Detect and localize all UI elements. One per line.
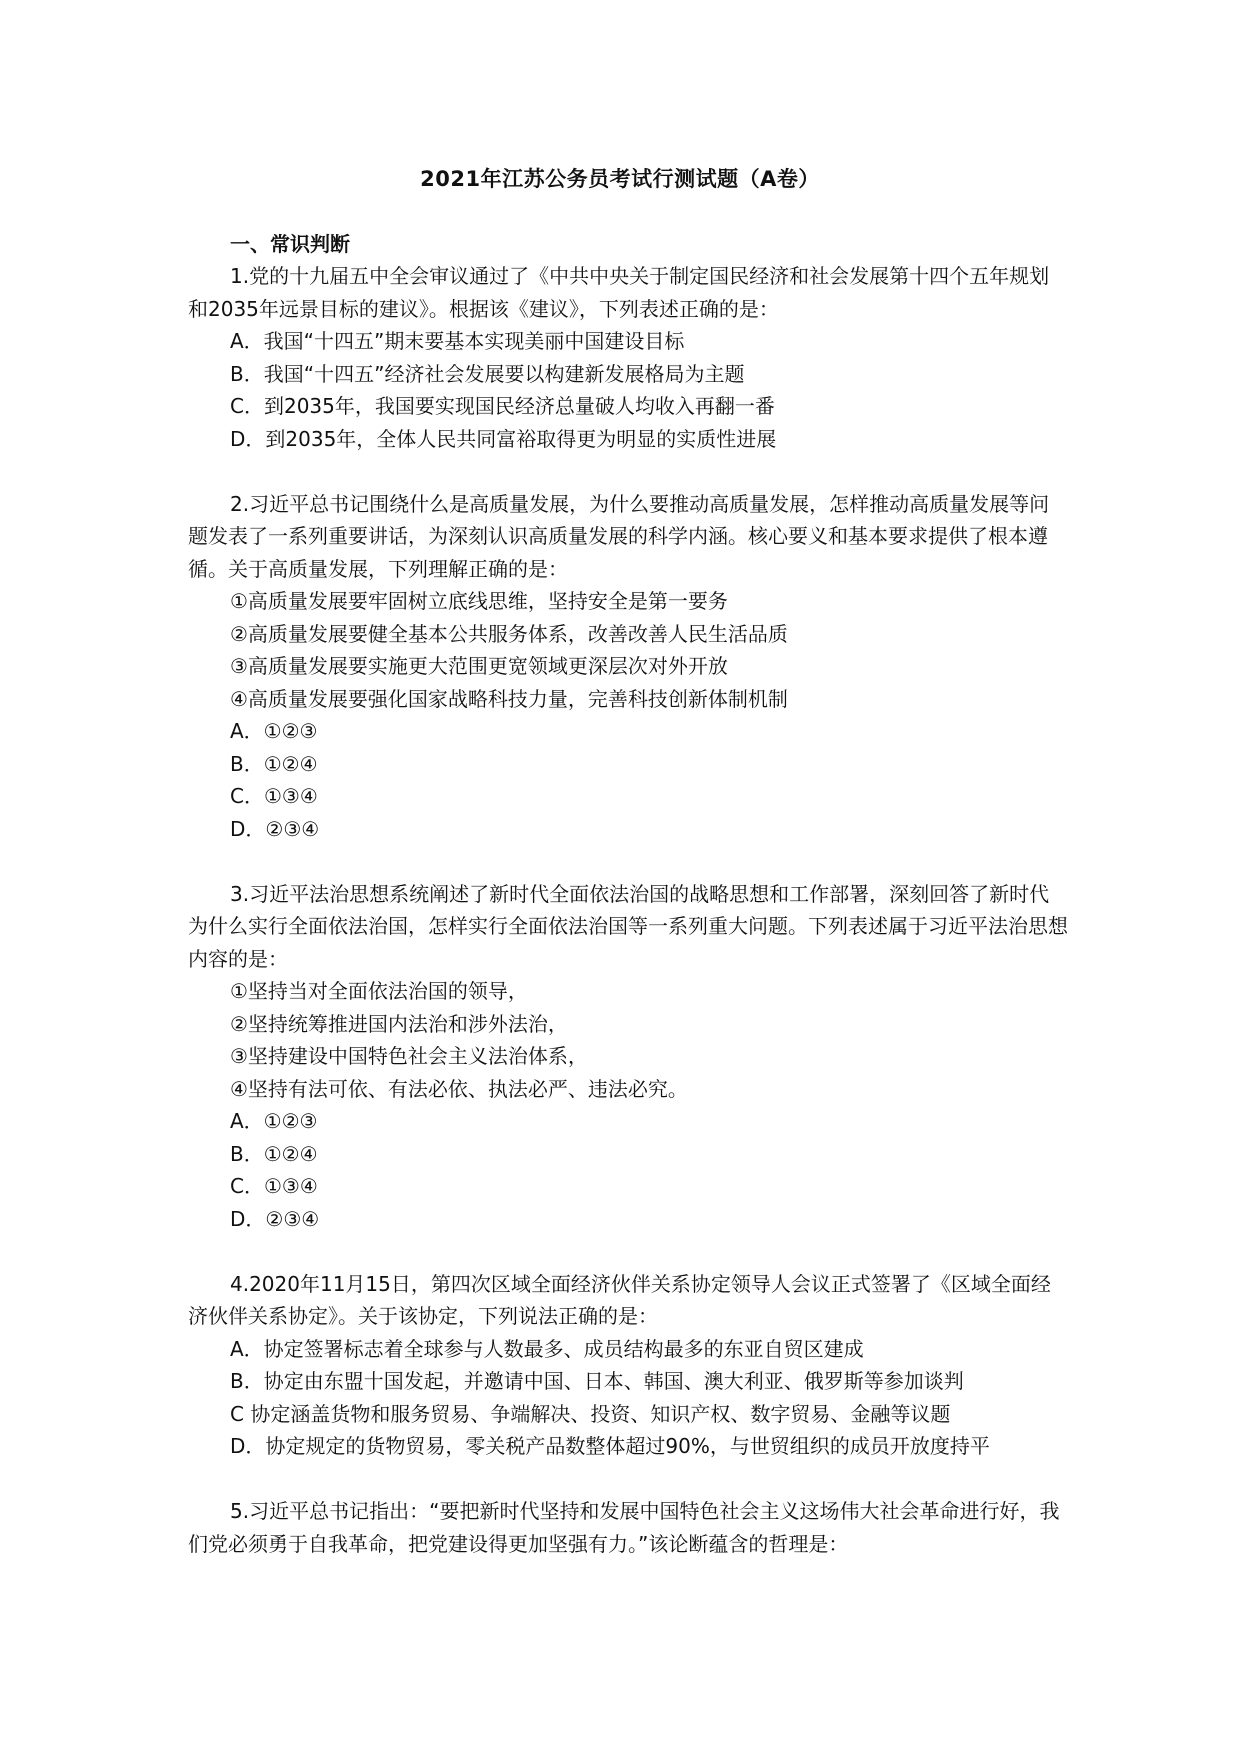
spacer <box>188 455 1068 488</box>
statement-1: ①高质量发展要牢固树立底线思维，坚持安全是第一要务 <box>230 589 728 613</box>
question-stem: 4.2020年11月15日，第四次区域全面经济伙伴关系协定领导人会议正式签署了《区域全面经济伙伴关系协定》。关于该协定，下列说法正确的是： <box>188 1271 1051 1328</box>
option-d: D．②③④ <box>230 816 320 841</box>
spacer <box>188 1463 1068 1496</box>
option-d: D．协定规定的货物贸易，零关税产品数整体超过90%，与世贸组织的成员开放度持平 <box>230 1434 990 1458</box>
question-stem: 5.习近平总书记指出：“要把新时代坚持和发展中国特色社会主义这场伟大社会革命进行好，我们党必须勇于自我革命，把党建设得更加坚强有力。”该论断蕴含的哲理是： <box>188 1499 1060 1556</box>
option-c: C 协定涵盖货物和服务贸易、争端解决、投资、知识产权、数字贸易、金融等议题 <box>230 1401 951 1426</box>
document-body <box>188 228 1068 1560</box>
question-3 <box>188 878 1068 1236</box>
statement-1: ①坚持当对全面依法治国的领导， <box>230 979 528 1003</box>
option-c: C．到2035年，我国要实现国民经济总量破人均收入再翻一番 <box>230 394 775 418</box>
option-c: C．①③④ <box>230 784 318 808</box>
spacer <box>188 845 1068 878</box>
question-1 <box>188 260 1068 455</box>
option-d: D．到2035年，全体人民共同富裕取得更为明显的实质性进展 <box>230 426 777 451</box>
option-a: A．协定签署标志着全球参与人数最多、成员结构最多的东亚自贸区建成 <box>230 1336 864 1361</box>
statement-4: ④坚持有法可依、有法必依、执法必严、违法必究。 <box>230 1076 688 1101</box>
option-b: B．①②④ <box>230 1141 318 1166</box>
spacer <box>188 1235 1068 1268</box>
option-b: B．我国“十四五”经济社会发展要以构建新发展格局为主题 <box>230 361 745 386</box>
option-b: B．协定由东盟十国发起，并邀请中国、日本、韩国、澳大利亚、俄罗斯等参加谈判 <box>230 1369 964 1393</box>
option-c: C．①③④ <box>230 1174 318 1198</box>
option-a: A．①②③ <box>230 1109 318 1133</box>
option-b: B．①②④ <box>230 751 318 776</box>
statement-3: ③坚持建设中国特色社会主义法治体系， <box>230 1044 588 1068</box>
question-4 <box>188 1268 1068 1463</box>
question-2 <box>188 488 1068 846</box>
option-d: D．②③④ <box>230 1206 320 1231</box>
question-stem: 2.习近平总书记围绕什么是高质量发展，为什么要推动高质量发展，怎样推动高质量发展等问题发表了一系列重要讲话，为深刻认识高质量发展的科学内涵。核心要义和基本要求提供了根本遵循。关于高质量发展，下列理解正确的是： <box>188 491 1050 581</box>
section-heading: 一、常识判断 <box>230 232 350 256</box>
question-stem: 3.习近平法治思想系统阐述了新时代全面依法治国的战略思想和工作部署，深刻回答了新时代为什么实行全面依法治国，怎样实行全面依法治国等一系列重大问题。下列表述属于习近平法治思想内容的是： <box>188 881 1068 971</box>
question-5 <box>188 1495 1068 1560</box>
statement-4: ④高质量发展要强化国家战略科技力量，完善科技创新体制机制 <box>230 686 788 711</box>
document-title: 2021年江苏公务员考试行测试题（A卷） <box>420 167 820 191</box>
question-stem: 1.党的十九届五中全会审议通过了《中共中央关于制定国民经济和社会发展第十四个五年规划和2035年远景目标的建议》。根据该《建议》，下列表述正确的是： <box>188 264 1050 321</box>
statement-2: ②高质量发展要健全基本公共服务体系，改善改善人民生活品质 <box>230 621 788 646</box>
statement-2: ②坚持统筹推进国内法治和涉外法治， <box>230 1011 568 1036</box>
option-a: A．①②③ <box>230 719 318 743</box>
option-a: A．我国“十四五”期末要基本实现美丽中国建设目标 <box>230 329 685 353</box>
statement-3: ③高质量发展要实施更大范围更宽领域更深层次对外开放 <box>230 654 728 678</box>
